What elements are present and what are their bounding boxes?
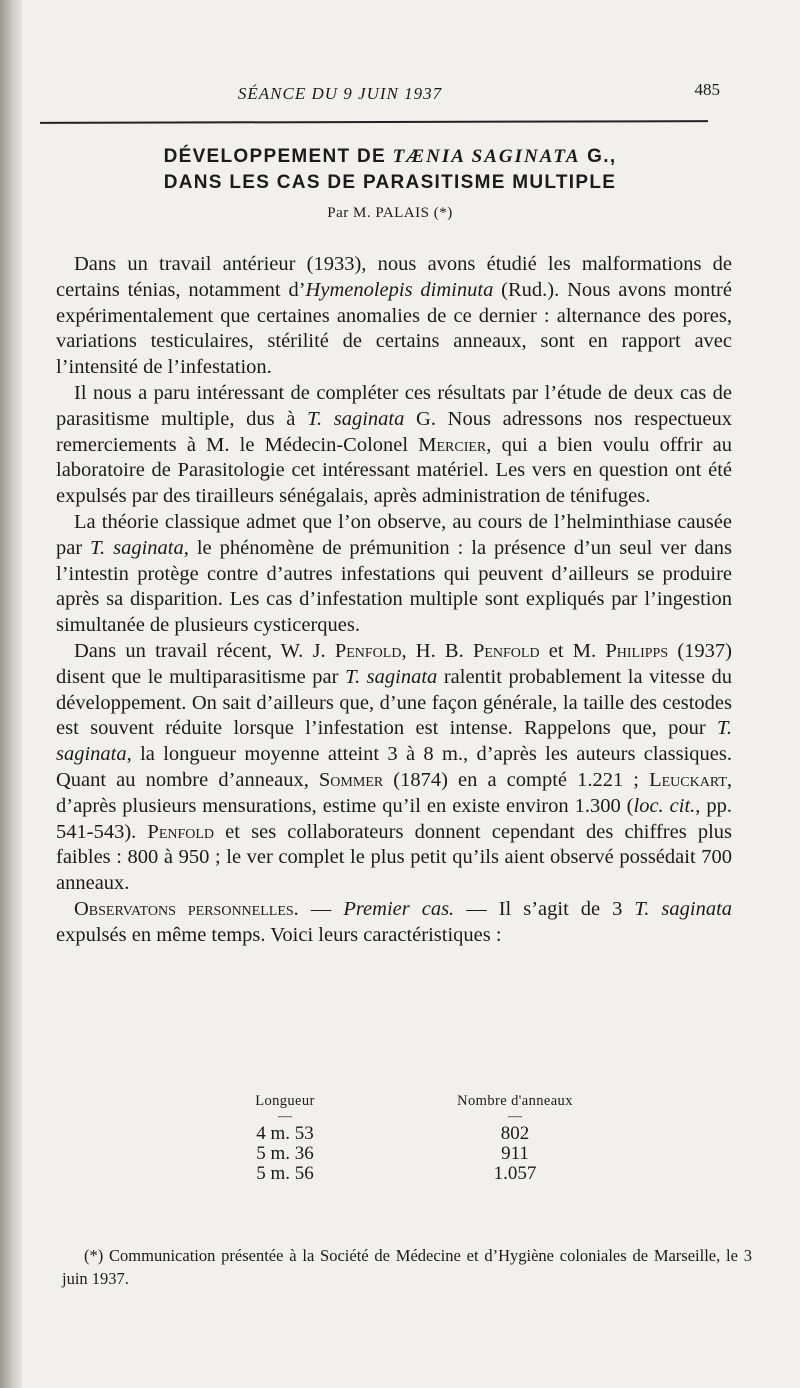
paragraph-1: Dans un travail antérieur (1933), nous avons étudié les malformations de certains ténias, notamment d’Hymenolepis diminuta (Rud.). Nous avons montré expérimentalement que certaines anomalies de ce dernier : alternance des pores, variations testiculaires, stérilité de certains anneaux, sont en rapport avec l’intensité de l’infestation.	[56, 253, 732, 379]
paragraph-2: Il nous a paru intéressant de compléter ces résultats par l’étude de deux cas de parasitisme multiple, dus à T. saginata G. Nous adressons nos respectueux remerciements à M. le Médecin-Colonel Mercier, qui a bien voulu offrir au laboratoire de Parasitologie cet intéressant matériel. Les vers en question ont été expulsés par des tirailleurs sénégalais, après administration de ténifuges.	[56, 381, 733, 508]
table-cell: 911	[501, 1143, 529, 1164]
article-title-line1: DÉVELOPPEMENT DE TÆNIA SAGINATA G.,	[163, 146, 617, 167]
table-cell: 1.057	[493, 1163, 537, 1184]
length-header: Longueur	[255, 1093, 315, 1109]
species-name: TÆNIA SAGINATA	[392, 146, 581, 167]
table-cell: 4 m. 53	[256, 1123, 314, 1144]
header-dash: —	[278, 1109, 292, 1124]
paragraph-4: Dans un travail récent, W. J. Penfold, H. B. Penfold et M. Philipps (1937) disent que le multiparasitisme par T. saginata ralentit probablement la vitesse du développement. On sait d’ailleurs que, d’une façon générale, la taille des cestodes est souvent réduite lorsque l’infestation est intense. Rappelons que, pour T. saginata, la longueur moyenne atteint 3 à 8 m., d’après les auteurs classiques. Quant au nombre d’anneaux, Sommer (1874) en a compté 1.221 ; Leuckart, d’après plusieurs mensurations, estime qu’il en existe environ 1.300 (loc. cit., pp. 541-543). Penfold et ses collaborateurs donnent cependant des chiffres plus faibles : 800 à 950 ; le ver complet le plus petit qu’ils aient observé possédait 700 anneaux.	[56, 639, 733, 895]
running-head-title: SÉANCE DU 9 JUIN 1937	[237, 84, 443, 103]
table-cell: 5 m. 36	[256, 1143, 314, 1164]
page-number: 485	[694, 80, 720, 99]
table-cell: 802	[500, 1123, 530, 1144]
length-column	[230, 1093, 340, 1184]
article-title	[40, 144, 740, 196]
rings-column	[440, 1093, 590, 1184]
paragraph-3: La théorie classique admet que l’on observe, au cours de l’helminthiase causée par T. saginata, le phénomène de prémunition : la présence d’un seul ver dans l’intestin protège contre d’autres infestations qui peuvent d’ailleurs se produire après sa disparition. Les cas d’infestation multiple sont expliqués par l’ingestion simultanée de plusieurs cysticerques.	[56, 510, 732, 637]
article-title-line2: DANS LES CAS DE PARASITISME MULTIPLE	[163, 172, 617, 193]
running-head	[40, 80, 720, 108]
byline: Par M. PALAIS (*)	[327, 205, 453, 221]
rings-header: Nombre d'anneaux	[457, 1093, 573, 1109]
paragraph-5: Observatons personnelles. — Premier cas. — Il s’agit de 3 T. saginata expulsés en même temps. Voici leurs caractéristiques :	[56, 897, 733, 946]
table-cell: 5 m. 56	[256, 1163, 314, 1184]
article-body	[56, 252, 732, 949]
header-dash: —	[508, 1109, 522, 1124]
footnote: (*) Communication présentée à la Société de Médecine et d’Hygiène coloniales de Marseille, le 3 juin 1937.	[62, 1246, 752, 1288]
book-binding-shadow	[0, 0, 22, 1388]
